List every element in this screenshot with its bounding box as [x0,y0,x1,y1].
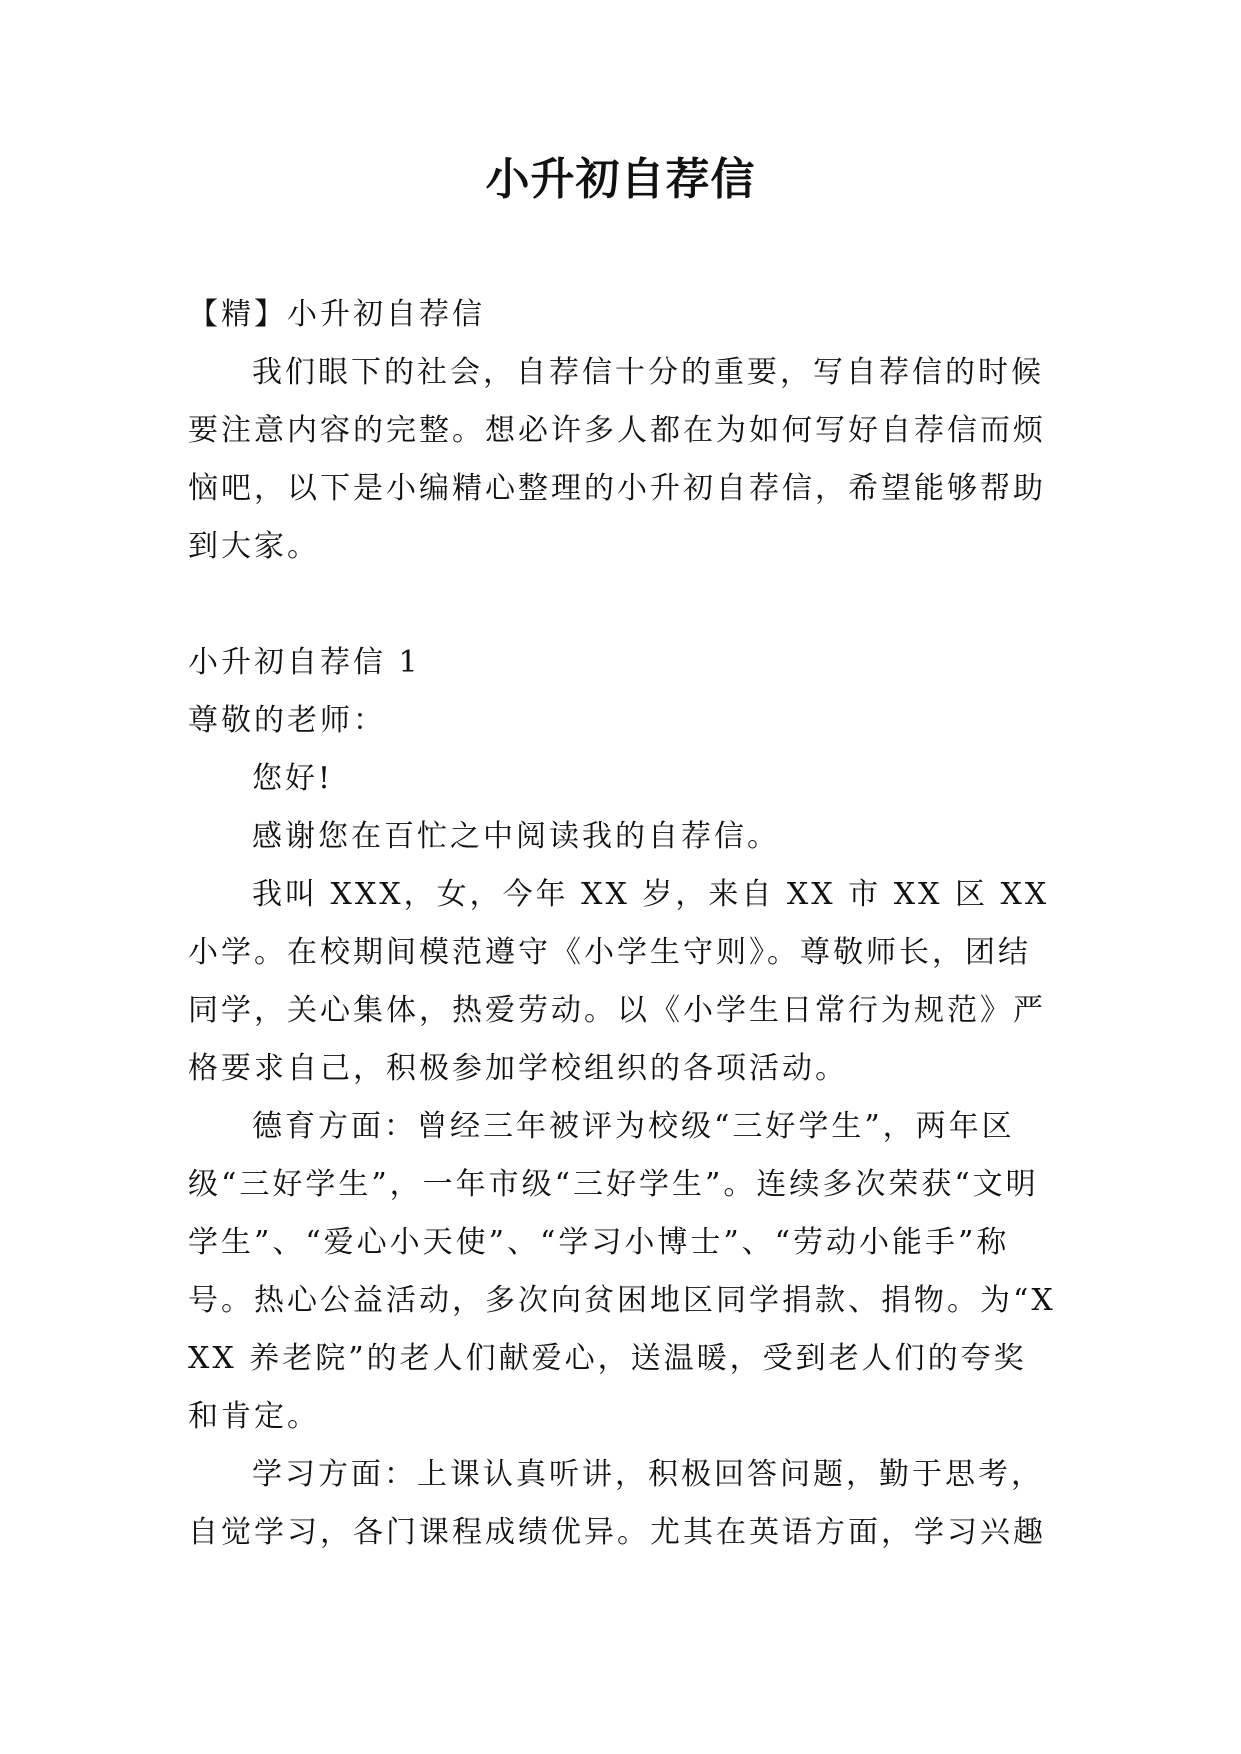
thanks-paragraph: 感谢您在百忙之中阅读我的自荐信。 [252,819,780,854]
blank-line [188,576,1058,634]
document-title: 小升初自荐信 [485,154,756,205]
document-body [188,286,1058,1562]
self-intro-paragraph: 我叫 XXX，女，今年 XX 岁，来自 XX 市 XX 区 XX 小学。在校期间模范遵守《小学生守则》。尊敬师长，团结同学，关心集体，热爱劳动。以《小学生日常行为规范》严格要求自己，积极参加学校组织的各项活动。 [188,877,1050,1086]
salutation: 尊敬的老师： [188,703,386,738]
intro-paragraph: 我们眼下的社会，自荐信十分的重要，写自荐信的时候要注意内容的完整。想必许多人都在为如何写好自荐信而烦恼吧，以下是小编精心整理的小升初自荐信，希望能够帮助到大家。 [188,355,1046,564]
letter-heading: 小升初自荐信 1 [188,645,421,680]
moral-paragraph: 德育方面：曾经三年被评为校级“三好学生”，两年区级“三好学生”，一年市级“三好学生”。连续多次荣获“文明学生”、“爱心小天使”、“学习小博士”、“劳动小能手”称号。热心公益活动，多次向贫困地区同学捐款、捐物。为“XXX 养老院”的老人们献爱心，送温暖，受到老人们的夸奖和肯定。 [188,1109,1056,1434]
subtitle: 【精】小升初自荐信 [188,297,485,332]
greeting: 您好! [252,761,334,796]
study-paragraph: 学习方面：上课认真听讲，积极回答问题，勤于思考，自觉学习，各门课程成绩优异。尤其在英语方面，学习兴趣 [188,1457,1046,1550]
